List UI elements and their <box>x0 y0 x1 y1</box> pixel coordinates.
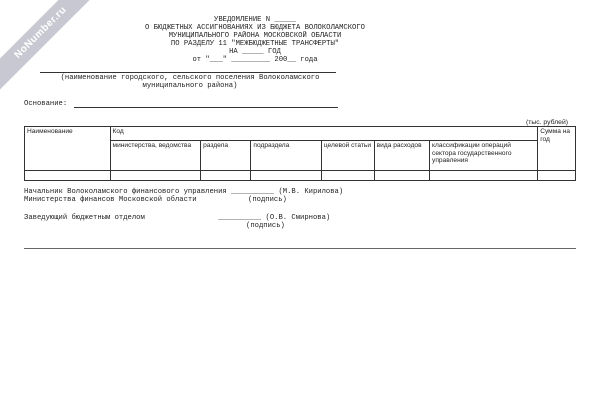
recipient-caption-2: муниципального района) <box>142 82 238 90</box>
col-header-podrazdel: подраздела <box>251 141 321 171</box>
table-cell <box>25 171 111 181</box>
col-header-naimenovanie: Наименование <box>25 127 111 171</box>
dept-signature-caption: (подпись) <box>246 222 285 230</box>
col-header-kod: Код <box>110 127 538 141</box>
col-header-ministry: министерства, ведомства <box>110 141 201 171</box>
col-header-target: целевой статьи <box>321 141 374 171</box>
head-signature-caption: (подпись) <box>248 196 287 204</box>
appropriations-table <box>24 126 576 181</box>
notice-year: НА _____ ГОД <box>229 48 281 56</box>
dept-signature-line: Заведующий бюджетным отделом __________ (О.В. Смирнова) <box>24 214 331 222</box>
col-header-summa: Сумма на год <box>538 127 576 171</box>
col-header-classification: классификации операций сектора государственного управления <box>430 141 538 171</box>
notice-subtitle-2: МУНИЦИПАЛЬНОГО РАЙОНА МОСКОВСКОЙ ОБЛАСТИ <box>168 32 342 40</box>
notice-date: от "___" _________ 200__ года <box>192 56 318 64</box>
head-signature-org: Министерства финансов Московской области <box>24 196 197 204</box>
basis-label: Основание: <box>24 100 68 108</box>
col-header-expense-type: вида расходов <box>374 141 429 171</box>
units-label: (тыс. рублей) <box>526 119 569 126</box>
notice-subtitle-1: О БЮДЖЕТНЫХ АССИГНОВАНИЯХ ИЗ БЮДЖЕТА ВОЛОКОЛАМСКОГО <box>145 24 365 32</box>
table-cell <box>538 171 576 181</box>
basis-line <box>74 107 338 108</box>
table-cell <box>321 171 374 181</box>
bottom-divider <box>24 248 576 249</box>
notice-title: УВЕДОМЛЕНИЕ N _____ <box>214 16 296 24</box>
recipient-caption-1: (наименование городского, сельского поселения Волоколамского <box>60 74 320 82</box>
col-header-razdel: раздела <box>201 141 251 171</box>
watermark-ribbon: NoNumber.ru <box>0 0 102 94</box>
table-cell <box>374 171 429 181</box>
table-cell <box>110 171 201 181</box>
recipient-line <box>40 72 336 73</box>
table-cell <box>251 171 321 181</box>
notice-subtitle-3: ПО РАЗДЕЛУ 11 "МЕЖБЮДЖЕТНЫЕ ТРАНСФЕРТЫ" <box>170 40 340 48</box>
table-cell <box>430 171 538 181</box>
head-signature-line: Начальник Волоколамского финансового управления __________ (М.В. Кирилова) <box>24 188 344 196</box>
table-cell <box>201 171 251 181</box>
